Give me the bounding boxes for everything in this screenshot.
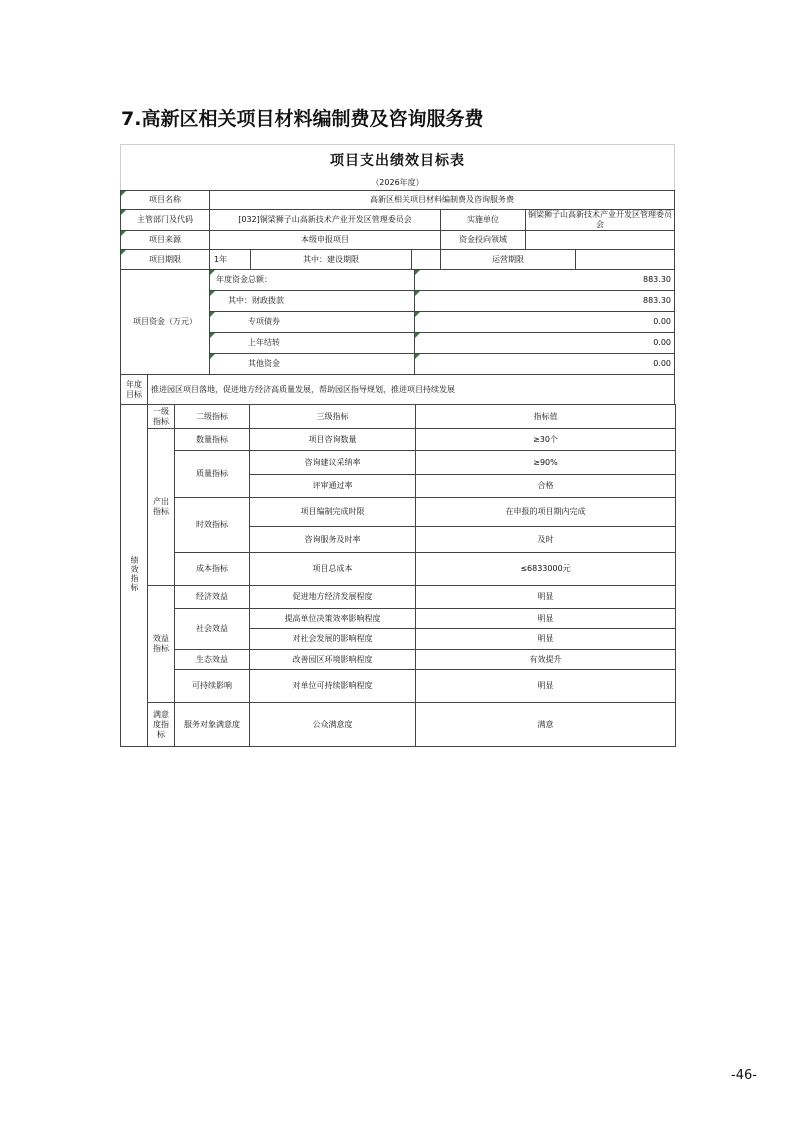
- indicator-value: 明显: [416, 586, 676, 609]
- period-label: 项目期限: [120, 249, 210, 270]
- header-level1: 一级指标: [148, 405, 175, 429]
- fund-row-name: 其他资金: [209, 353, 415, 375]
- source-value: 本级申报项目: [209, 230, 441, 250]
- service-satisfaction: 服务对象满意度: [175, 703, 250, 747]
- satisfaction-indicators-label: 满意度指标: [148, 703, 175, 747]
- indicator-value: 合格: [416, 475, 676, 498]
- table-year: （2026年度）: [371, 178, 424, 187]
- indicator-value: 明显: [416, 609, 676, 629]
- l3-indicator: 对单位可持续影响程度: [250, 670, 416, 703]
- build-period-label: 其中：建设期限: [250, 249, 412, 270]
- source-label: 项目来源: [120, 230, 210, 250]
- impl-value: 铜梁狮子山高新技术产业开发区管理委员会: [525, 209, 675, 231]
- fund-row-name: 年度资金总额：: [209, 269, 415, 291]
- indicator-value: 在申报的项目期内完成: [416, 498, 676, 527]
- header-level2: 二级指标: [175, 405, 250, 429]
- indicator-value: 明显: [416, 629, 676, 650]
- fund-direction-label: 资金投向领域: [440, 230, 526, 250]
- fund-row-value: 883.30: [414, 269, 675, 291]
- performance-indicators-table: [120, 404, 676, 747]
- l3-indicator: 项目总成本: [250, 553, 416, 586]
- economic-benefit: 经济效益: [175, 586, 250, 609]
- l3-indicator: 促进地方经济发展程度: [250, 586, 416, 609]
- indicator-value: ≤6833000元: [416, 553, 676, 586]
- fund-row-value: 883.30: [414, 290, 675, 312]
- l3-indicator: 咨询建议采纳率: [250, 451, 416, 475]
- perf-indicators-label: 绩效指标: [121, 405, 148, 747]
- benefit-indicators-label: 效益指标: [148, 586, 175, 703]
- cost-indicator: 成本指标: [175, 553, 250, 586]
- annual-goal-text: 推进园区项目落地，促进地方经济高质量发展，帮助园区指导规划，推进项目持续发展: [147, 374, 675, 405]
- funds-label: 项目资金（万元）: [120, 269, 210, 375]
- l3-indicator: 提高单位决策效率影响程度: [250, 609, 416, 629]
- indicator-value: 有效提升: [416, 650, 676, 670]
- performance-target-table: [120, 144, 675, 757]
- l3-indicator: 项目编制完成时限: [250, 498, 416, 527]
- annual-goal-label: 年度目标: [120, 374, 148, 405]
- fund-direction-value: [525, 230, 675, 250]
- fund-row-name: 上年结转: [209, 332, 415, 354]
- fund-row-name: 专项债券: [209, 311, 415, 333]
- ops-period-label: 运营期限: [440, 249, 576, 270]
- output-indicators-label: 产出指标: [148, 429, 175, 586]
- indicator-value: 满意: [416, 703, 676, 747]
- time-indicator: 时效指标: [175, 498, 250, 553]
- fund-row-name: 其中：财政拨款: [209, 290, 415, 312]
- indicator-value: 及时: [416, 527, 676, 553]
- ops-period-value: [575, 249, 675, 270]
- dept-value: [032]铜梁狮子山高新技术产业开发区管理委员会: [209, 209, 441, 231]
- social-benefit: 社会效益: [175, 609, 250, 650]
- l3-indicator: 项目咨询数量: [250, 429, 416, 451]
- build-period-value: [411, 249, 441, 270]
- sustainable-impact: 可持续影响: [175, 670, 250, 703]
- quantity-indicator: 数量指标: [175, 429, 250, 451]
- project-name-label: 项目名称: [120, 190, 210, 210]
- l3-indicator: 公众满意度: [250, 703, 416, 747]
- header-value: 指标值: [416, 405, 676, 429]
- page-number: -46-: [731, 1068, 757, 1083]
- fund-row-value: 0.00: [414, 332, 675, 354]
- header-level3: 三级指标: [250, 405, 416, 429]
- ecological-benefit: 生态效益: [175, 650, 250, 670]
- fund-row-value: 0.00: [414, 311, 675, 333]
- l3-indicator: 改善园区环境影响程度: [250, 650, 416, 670]
- l3-indicator: 对社会发展的影响程度: [250, 629, 416, 650]
- table-title: 项目支出绩效目标表: [330, 153, 465, 169]
- indicator-value: ≥30个: [416, 429, 676, 451]
- l3-indicator: 咨询服务及时率: [250, 527, 416, 553]
- dept-label: 主管部门及代码: [120, 209, 210, 231]
- period-value: 1年: [209, 249, 251, 270]
- l3-indicator: 评审通过率: [250, 475, 416, 498]
- indicator-value: 明显: [416, 670, 676, 703]
- page-heading: 7.高新区相关项目材料编制费及咨询服务费: [121, 108, 484, 130]
- impl-label: 实施单位: [440, 209, 526, 231]
- project-name-value: 高新区相关项目材料编制费及咨询服务费: [209, 190, 675, 210]
- indicator-value: ≥90%: [416, 451, 676, 475]
- fund-row-value: 0.00: [414, 353, 675, 375]
- quality-indicator: 质量指标: [175, 451, 250, 498]
